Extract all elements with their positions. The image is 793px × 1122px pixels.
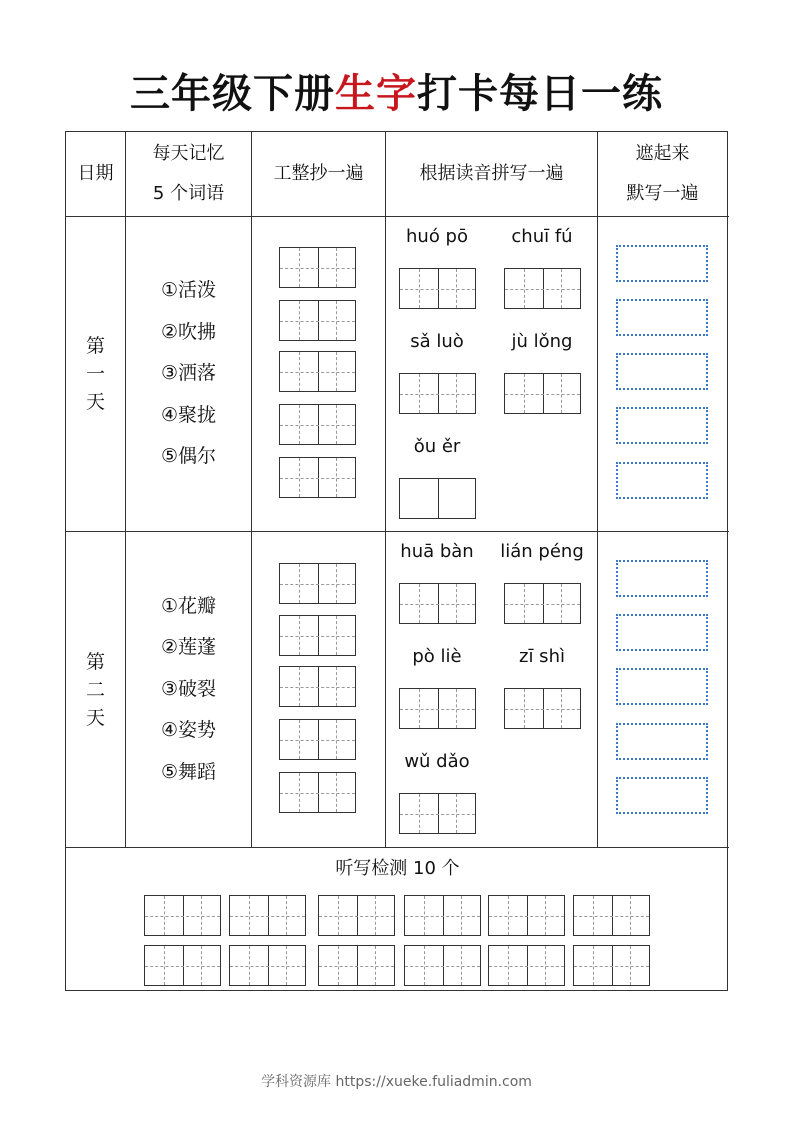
page-title: [0, 62, 793, 119]
day-label-char: 一: [85, 363, 105, 385]
dictation-grid[interactable]: [573, 895, 650, 936]
header-pinyin: [386, 132, 597, 216]
writing-grid[interactable]: [504, 688, 581, 729]
header-date-label: 日期: [77, 163, 114, 184]
dictation-box[interactable]: [616, 668, 708, 705]
dictation-box[interactable]: [616, 614, 708, 651]
dictation-title: 听写检测 10 个: [335, 858, 460, 879]
day-label-char: 第: [85, 335, 105, 357]
dictation-grid[interactable]: [318, 895, 395, 936]
dictation-box[interactable]: [616, 407, 708, 444]
word-list: [126, 217, 251, 531]
writing-grid[interactable]: [504, 583, 581, 624]
header-copy-label: 工整抄一遍: [273, 163, 364, 184]
dictation-grid[interactable]: [488, 945, 565, 986]
writing-grid[interactable]: [279, 563, 356, 604]
header-cover-line2: 默写一遍: [626, 183, 699, 204]
writing-grid[interactable]: [279, 351, 356, 392]
dictation-grid[interactable]: [229, 895, 306, 936]
writing-grid[interactable]: [504, 268, 581, 309]
header-cover: [598, 132, 727, 216]
header-memory-line2: 5 个词语: [152, 183, 225, 204]
dictation-grid[interactable]: [404, 945, 481, 986]
day-label: [66, 532, 125, 847]
title-prefix: 三年级下册: [130, 71, 335, 117]
writing-grid[interactable]: [399, 793, 476, 834]
pinyin-label: zī shì: [519, 646, 565, 667]
header-copy: [252, 132, 385, 216]
dictation-grid[interactable]: [573, 945, 650, 986]
row-divider: [66, 847, 729, 848]
word-item: ③洒落: [160, 362, 217, 385]
footer-source: 学科资源库 https://xueke.fuliadmin.com: [261, 1074, 532, 1090]
title-highlight: 生字: [335, 71, 417, 117]
dictation-box[interactable]: [616, 462, 708, 499]
pinyin-label: pò liè: [412, 646, 462, 667]
col-divider: [251, 132, 252, 847]
word-item: ③破裂: [160, 677, 217, 700]
dictation-grid[interactable]: [229, 945, 306, 986]
header-memory: [126, 132, 251, 216]
pinyin-label: huó pō: [406, 226, 468, 247]
dictation-grid[interactable]: [144, 895, 221, 936]
dictation-box[interactable]: [616, 560, 708, 597]
dictation-grid[interactable]: [488, 895, 565, 936]
dictation-box[interactable]: [616, 245, 708, 282]
writing-grid[interactable]: [399, 583, 476, 624]
writing-grid[interactable]: [279, 300, 356, 341]
writing-grid[interactable]: [279, 404, 356, 445]
pinyin-label: sǎ luò: [410, 331, 464, 352]
dictation-box[interactable]: [616, 299, 708, 336]
pinyin-label: jù lǒng: [511, 331, 573, 352]
word-item: ④聚拢: [160, 403, 217, 426]
word-item: ④姿势: [160, 719, 217, 742]
writing-grid[interactable]: [279, 457, 356, 498]
pinyin-label: wǔ dǎo: [404, 751, 470, 772]
header-date: [66, 132, 125, 216]
dictation-box[interactable]: [616, 777, 708, 814]
pinyin-label: chuī fú: [511, 226, 573, 247]
word-list: [126, 532, 251, 847]
pinyin-label: lián péng: [500, 541, 584, 562]
writing-grid[interactable]: [279, 772, 356, 813]
day-label-char: 天: [85, 391, 105, 413]
header-memory-line1: 每天记忆: [152, 143, 225, 164]
dictation-box[interactable]: [616, 723, 708, 760]
header-cover-line1: 遮起来: [635, 143, 690, 164]
dictation-grid[interactable]: [404, 895, 481, 936]
writing-grid[interactable]: [399, 478, 476, 519]
word-item: ②吹拂: [160, 320, 217, 343]
pinyin-label: ǒu ěr: [413, 436, 461, 457]
writing-grid[interactable]: [279, 615, 356, 656]
practice-table: [65, 131, 728, 991]
dictation-box[interactable]: [616, 353, 708, 390]
header-pinyin-label: 根据读音拼写一遍: [419, 163, 564, 184]
day-label-char: 天: [85, 706, 105, 729]
writing-grid[interactable]: [504, 373, 581, 414]
day-label-char: 第: [85, 650, 105, 673]
word-item: ⑤舞蹈: [160, 760, 217, 783]
word-item: ②莲蓬: [160, 636, 217, 659]
day-label-char: 二: [85, 678, 105, 701]
dictation-grid[interactable]: [318, 945, 395, 986]
word-item: ⑤偶尔: [160, 445, 217, 468]
writing-grid[interactable]: [399, 268, 476, 309]
word-item: ①花瓣: [160, 594, 217, 617]
title-suffix: 打卡每日一练: [417, 71, 663, 117]
day-label: [66, 217, 125, 531]
writing-grid[interactable]: [279, 666, 356, 707]
dictation-grid[interactable]: [144, 945, 221, 986]
writing-grid[interactable]: [279, 719, 356, 760]
writing-grid[interactable]: [279, 247, 356, 288]
word-item: ①活泼: [160, 279, 217, 302]
pinyin-label: huā bàn: [400, 541, 474, 562]
writing-grid[interactable]: [399, 373, 476, 414]
writing-grid[interactable]: [399, 688, 476, 729]
